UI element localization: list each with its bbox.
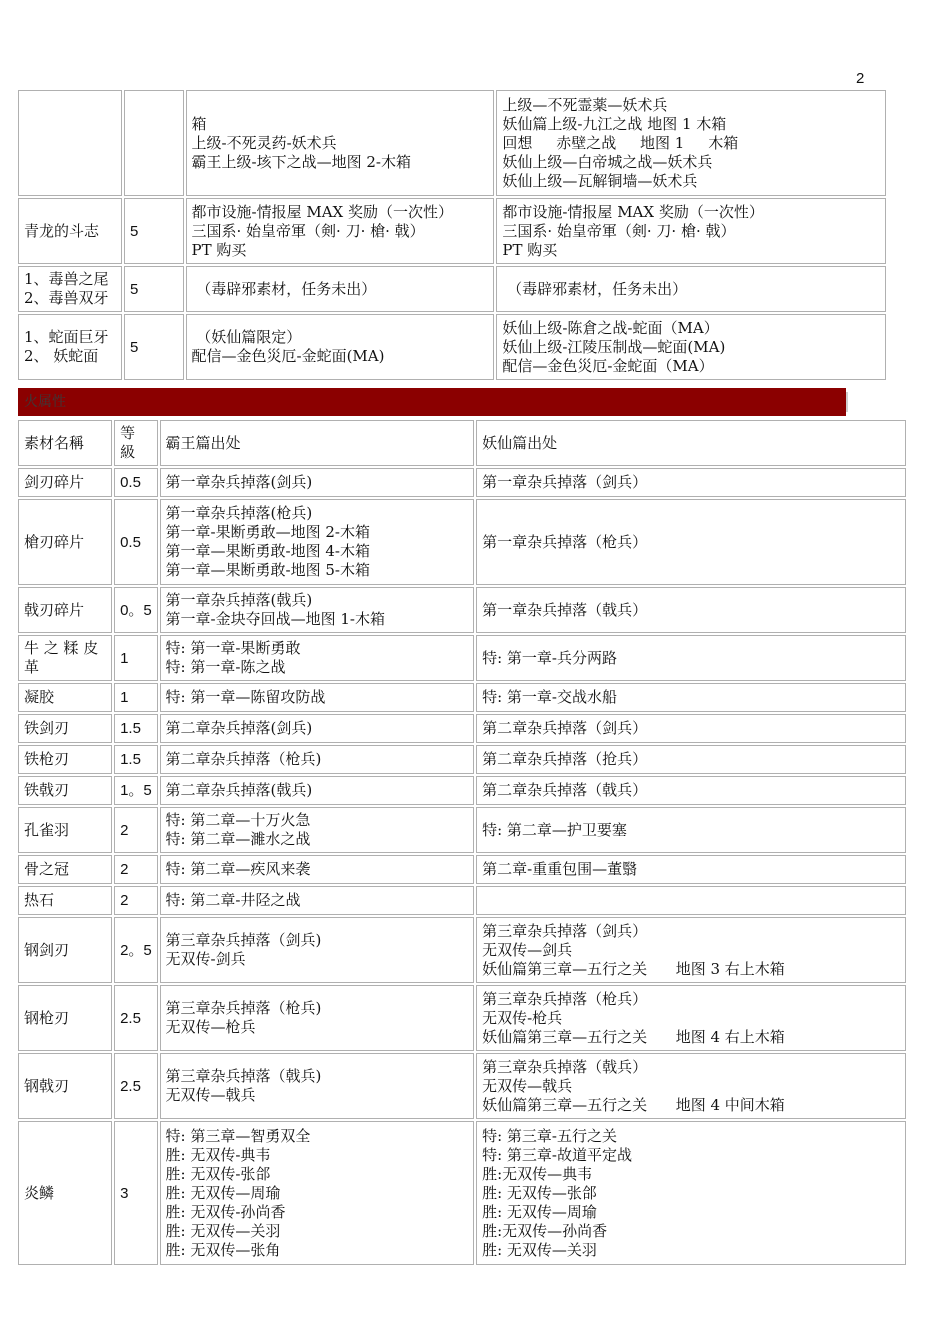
level-cell: 2。5 [114,917,157,983]
bawang-source-cell: 都市设施-情报屋 MAX 奖励（一次性） 三国系· 始皇帝軍（剣· 刀· 槍· 戟） PT 购买 [186,198,495,264]
bawang-source-cell: 第三章杂兵掉落（枪兵) 无双传—枪兵 [160,985,475,1051]
yaoxian-source-cell: 第一章杂兵掉落（剑兵） [476,468,906,497]
fire-attribute-banner: 火属性 [18,388,846,416]
bawang-source-cell: 特: 第一章-果断勇敢 特: 第一章-陈之战 [160,635,475,681]
table-row [18,855,906,884]
bawang-source-cell: 特: 第二章—十万火急 特: 第二章—濉水之战 [160,807,475,853]
bawang-source-cell: 第一章杂兵掉落(剑兵) [160,468,475,497]
header-bawang-source: 霸王篇出处 [160,420,475,466]
bawang-source-cell: 箱 上级-不死灵药-妖术兵 霸王上级-垓下之战—地图 2-木箱 [186,90,495,196]
header-yaoxian-source: 妖仙篇出处 [476,420,906,466]
fire-material-table [16,418,908,1267]
yaoxian-source-cell: 上级—不死霊薬—妖术兵 妖仙篇上级-九江之战 地图 1 木箱 回想 赤壁之战 地图 1 木箱 妖仙上级—白帝城之战—妖术兵 妖仙上级—瓦解铜墙—妖术兵 [496,90,886,196]
level-cell: 0.5 [114,468,157,497]
bawang-source-cell: （毒辟邪素材，任务未出） [186,266,495,312]
material-name-cell: 1、蛇面巨牙 2、 妖蛇面 [18,314,122,380]
bawang-source-cell: （妖仙篇限定） 配信—金色災厄-金蛇面(MA) [186,314,495,380]
material-name-cell: 铁剑刃 [18,714,112,743]
yaoxian-source-cell: 第二章杂兵掉落（抢兵） [476,745,906,774]
level-cell: 2.5 [114,985,157,1051]
table-row [18,985,906,1051]
table-row [18,917,906,983]
level-cell: 1 [114,635,157,681]
material-name-cell: 凝胶 [18,683,112,712]
material-name-cell: 钢剑刃 [18,917,112,983]
level-cell [124,90,184,196]
yaoxian-source-cell: 第二章-重重包围—董翳 [476,855,906,884]
top-material-table [16,88,888,382]
table-row [18,683,906,712]
header-material-name: 素材名稱 [18,420,112,466]
bawang-source-cell: 第二章杂兵掉落(戟兵) [160,776,475,805]
level-cell: 2 [114,886,157,915]
material-name-cell [18,90,122,196]
material-name-cell: 孔雀羽 [18,807,112,853]
level-cell: 2.5 [114,1053,157,1119]
material-name-cell: 热石 [18,886,112,915]
material-name-cell: 铁戟刃 [18,776,112,805]
table-row [18,807,906,853]
yaoxian-source-cell: 特: 第二章—护卫要塞 [476,807,906,853]
level-cell: 2 [114,807,157,853]
material-name-cell: 炎鳞 [18,1121,112,1265]
table-row [18,314,886,380]
banner-edge-divider [846,392,848,412]
level-cell: 5 [124,266,184,312]
material-name-cell: 钢枪刃 [18,985,112,1051]
level-cell: 1.5 [114,745,157,774]
level-cell: 0.5 [114,499,157,585]
level-cell: 3 [114,1121,157,1265]
bawang-source-cell: 第一章杂兵掉落(枪兵) 第一章-果断勇敢—地图 2-木箱 第一章—果断勇敢-地图 4-木箱 第一章—果断勇敢-地图 5-木箱 [160,499,475,585]
table-row [18,745,906,774]
bawang-source-cell: 第二章杂兵掉落(剑兵) [160,714,475,743]
material-name-cell: 剑刃碎片 [18,468,112,497]
yaoxian-source-cell: 第三章杂兵掉落（枪兵） 无双传-枪兵 妖仙篇第三章—五行之关 地图 4 右上木箱 [476,985,906,1051]
bawang-source-cell: 特: 第三章—智勇双全 胜: 无双传-典韦 胜: 无双传-张郃 胜: 无双传—周瑜 胜: 无双传-孙尚香 胜: 无双传—关羽 胜: 无双传—张角 [160,1121,475,1265]
level-cell: 5 [124,314,184,380]
yaoxian-source-cell: 特: 第三章-五行之关 特: 第三章-故道平定战 胜:无双传—典韦 胜: 无双传—张郃 胜: 无双传—周瑜 胜:无双传—孙尚香 胜: 无双传—关羽 [476,1121,906,1265]
table-row [18,90,886,196]
bawang-source-cell: 特: 第二章—疾风来袭 [160,855,475,884]
material-name-cell: 钢戟刃 [18,1053,112,1119]
level-cell: 5 [124,198,184,264]
table-row [18,635,906,681]
table-row [18,468,906,497]
yaoxian-source-cell: 特: 第一章-交战水船 [476,683,906,712]
bawang-source-cell: 特: 第二章-井陉之战 [160,886,475,915]
yaoxian-source-cell: 第一章杂兵掉落（戟兵） [476,587,906,633]
level-cell: 1.5 [114,714,157,743]
level-cell: 1 [114,683,157,712]
bawang-source-cell: 第三章杂兵掉落（戟兵) 无双传—戟兵 [160,1053,475,1119]
level-cell: 2 [114,855,157,884]
material-name-cell: 1、毒兽之尾 2、毒兽双牙 [18,266,122,312]
material-name-cell: 青龙的斗志 [18,198,122,264]
bawang-source-cell: 第三章杂兵掉落（剑兵) 无双传-剑兵 [160,917,475,983]
table-row [18,1053,906,1119]
table-row [18,886,906,915]
material-name-cell: 槍刃碎片 [18,499,112,585]
material-name-cell: 铁枪刃 [18,745,112,774]
yaoxian-source-cell: 第二章杂兵掉落（剑兵） [476,714,906,743]
material-name-cell: 戟刃碎片 [18,587,112,633]
yaoxian-source-cell: 第三章杂兵掉落（戟兵） 无双传—戟兵 妖仙篇第三章—五行之关 地图 4 中间木箱 [476,1053,906,1119]
bawang-source-cell: 第一章杂兵掉落(戟兵) 第一章-金块夺回战—地图 1-木箱 [160,587,475,633]
yaoxian-source-cell: 都市设施-情报屋 MAX 奖励（一次性） 三国系· 始皇帝軍（剣· 刀· 槍· 戟） PT 购买 [496,198,886,264]
material-name-cell: 骨之冠 [18,855,112,884]
yaoxian-source-cell: 特: 第一章-兵分两路 [476,635,906,681]
page-number: 2 [856,70,865,87]
yaoxian-source-cell: 第二章杂兵掉落（戟兵） [476,776,906,805]
bawang-source-cell: 特: 第一章—陈留攻防战 [160,683,475,712]
table-row [18,714,906,743]
table-row [18,198,886,264]
level-cell: 0。5 [114,587,157,633]
table-row [18,587,906,633]
table-row [18,1121,906,1265]
yaoxian-source-cell: 第一章杂兵掉落（枪兵） [476,499,906,585]
yaoxian-source-cell: 第三章杂兵掉落（剑兵） 无双传—剑兵 妖仙篇第三章—五行之关 地图 3 右上木箱 [476,917,906,983]
yaoxian-source-cell: 妖仙上级-陈倉之战-蛇面（MA） 妖仙上级-江陵压制战—蛇面(MA) 配信—金色災厄-金蛇面（MA） [496,314,886,380]
table-row [18,266,886,312]
yaoxian-source-cell: （毒辟邪素材，任务未出） [496,266,886,312]
level-cell: 1。5 [114,776,157,805]
table-row [18,776,906,805]
material-name-cell: 牛 之 糅 皮 革 [18,635,112,681]
yaoxian-source-cell [476,886,906,915]
bawang-source-cell: 第二章杂兵掉落（枪兵) [160,745,475,774]
table-header-row [18,420,906,466]
table-row [18,499,906,585]
header-level: 等 級 [114,420,157,466]
